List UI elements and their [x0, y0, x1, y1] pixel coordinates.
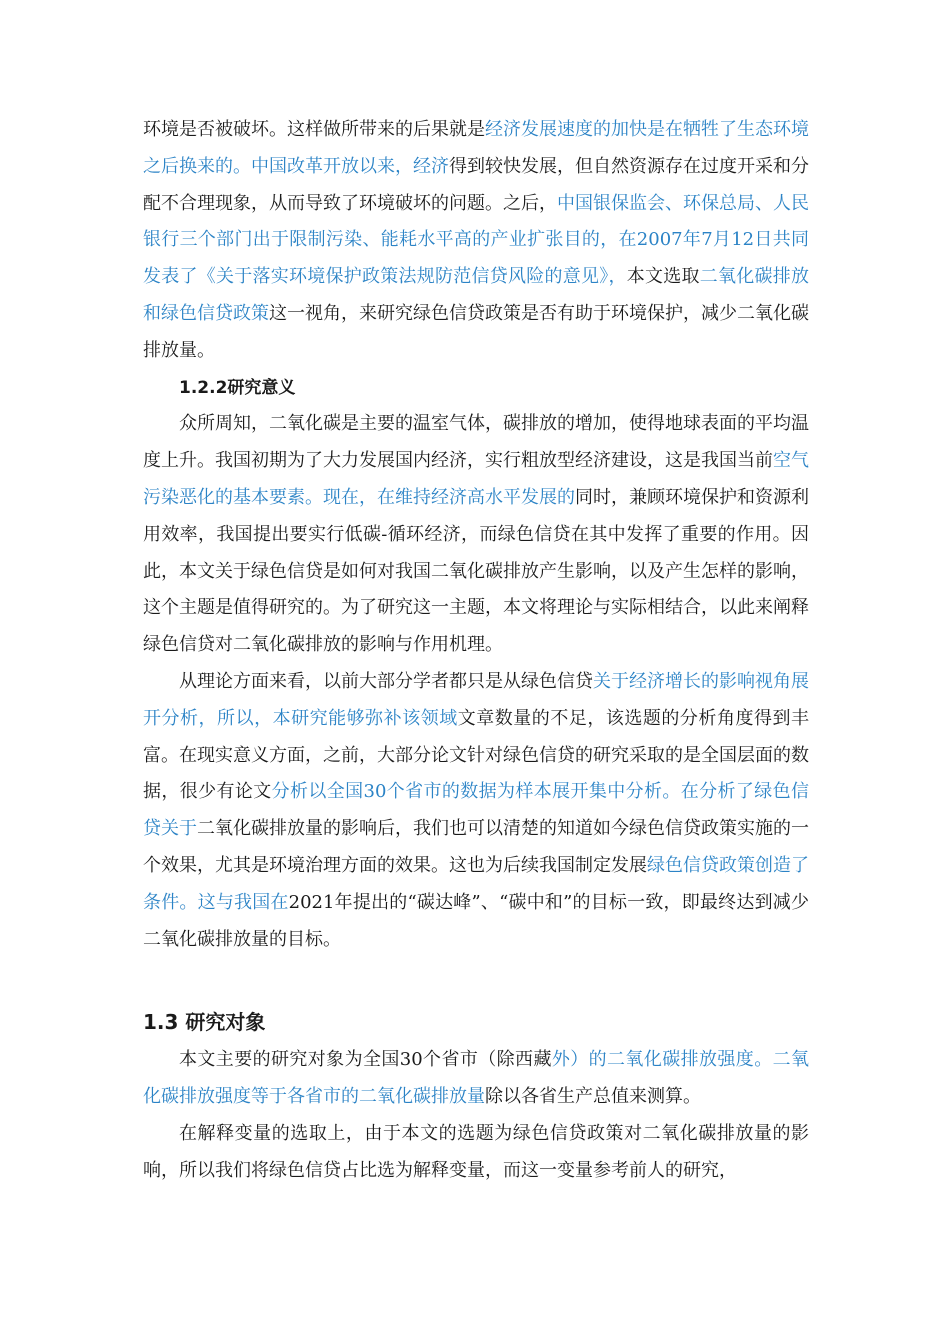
highlighted-text: 二氧化碳排放和绿色信贷政策 — [143, 266, 809, 324]
highlighted-text: 分析以全国30个省市的数据为样本展开集中分析。在分析了绿色信贷关于 — [143, 781, 810, 840]
text-run: 这一视角，来研究绿色信贷政策是否有助于环境保护，减少二氧化碳排放量。 — [143, 302, 809, 361]
paragraph-explanatory-variable — [143, 1116, 809, 1190]
highlighted-text: 经济发展速度的加快是在牺牲了生态环境之后换来的。中国改革开放以来，经济 — [143, 119, 809, 177]
text-run: 同时，兼顾环境保护和资源利用效率，我国提出要实行低碳-循环经济，而绿色信贷在其中发挥了重要的作用。因此，本文关于绿色信贷是如何对我国二氧化碳排放产生影响，以及产生怎样的影响，这个主题是值得研究的。为了研究这一主题，本文将理论与实际相结合，以此来阐释绿色信贷对二氧化碳排放的影响与作用机理。 — [143, 486, 809, 656]
text-run: 本文主要的研究对象为全国30个省市（除西藏 — [179, 1049, 552, 1071]
paragraph-significance-1 — [143, 406, 809, 664]
highlighted-text: 外）的二氧化碳排放强度。二氧化碳排放强度等于各省市的二氧化碳排放量 — [143, 1049, 810, 1108]
highlighted-text: 空气污染恶化的基本要素。现在，在维持经济高水平发展的 — [143, 450, 809, 508]
text-run: 环境是否被破坏。这样做所带来的后果就是 — [143, 119, 485, 140]
text-run: 2021年提出的“碳达峰”、“碳中和”的目标一致，即最终达到减少二氧化碳排放量的目标。 — [143, 891, 809, 950]
paragraph-significance-2 — [143, 664, 809, 958]
highlighted-text: 关于经济增长的影响视角展开分析，所以，本研究能够弥补该领域 — [143, 670, 809, 729]
document-body — [143, 112, 809, 1190]
text-run: 得到较快发展，但自然资源存在过度开采和分配不合理现象，从而导致了环境破坏的问题。之后， — [143, 155, 809, 214]
text-run: 除以各省生产总值来测算。 — [485, 1086, 701, 1108]
highlighted-text: 中国银保监会、环保总局、人民银行三个部门出于限制污染、能耗水平高的产业扩张目的，在2007年7月12日共同发表了《关于落实环境保护政策法规防范信贷风险的意见》， — [143, 192, 809, 288]
highlighted-text: 绿色信贷政策创造了条件。这与我国在 — [143, 854, 809, 913]
paragraph-background-continued — [143, 112, 809, 370]
text-run: 众所周知，二氧化碳是主要的温室气体，碳排放的增加，使得地球表面的平均温度上升。我国初期为了大力发展国内经济，实行粗放型经济建设，这是我国当前 — [143, 413, 809, 472]
text-run: 从理论方面来看，以前大部分学者都只是从绿色信贷 — [179, 670, 593, 692]
text-run: 在解释变量的选取上，由于本文的选题为绿色信贷政策对二氧化碳排放量的影响，所以我们将绿色信贷占比选为解释变量，而这一变量参考前人的研究， — [143, 1122, 809, 1181]
text-run: 二氧化碳排放量的影响后，我们也可以清楚的知道如今绿色信贷政策实施的一个效果，尤其是环境治理方面的效果。这也为后续我国制定发展 — [143, 818, 809, 876]
section-title-research-object: 1.3 研究对象 — [143, 1010, 266, 1035]
text-run: 本文选取 — [626, 266, 700, 288]
subheading-research-significance: 1.2.2研究意义 — [179, 377, 296, 398]
paragraph-research-object — [143, 1042, 809, 1116]
text-run: 文章数量的不足，该选题的分析角度得到丰富。在现实意义方面，之前，大部分论文针对绿色信贷的研究采取的是全国层面的数据，很少有论文 — [143, 707, 810, 803]
